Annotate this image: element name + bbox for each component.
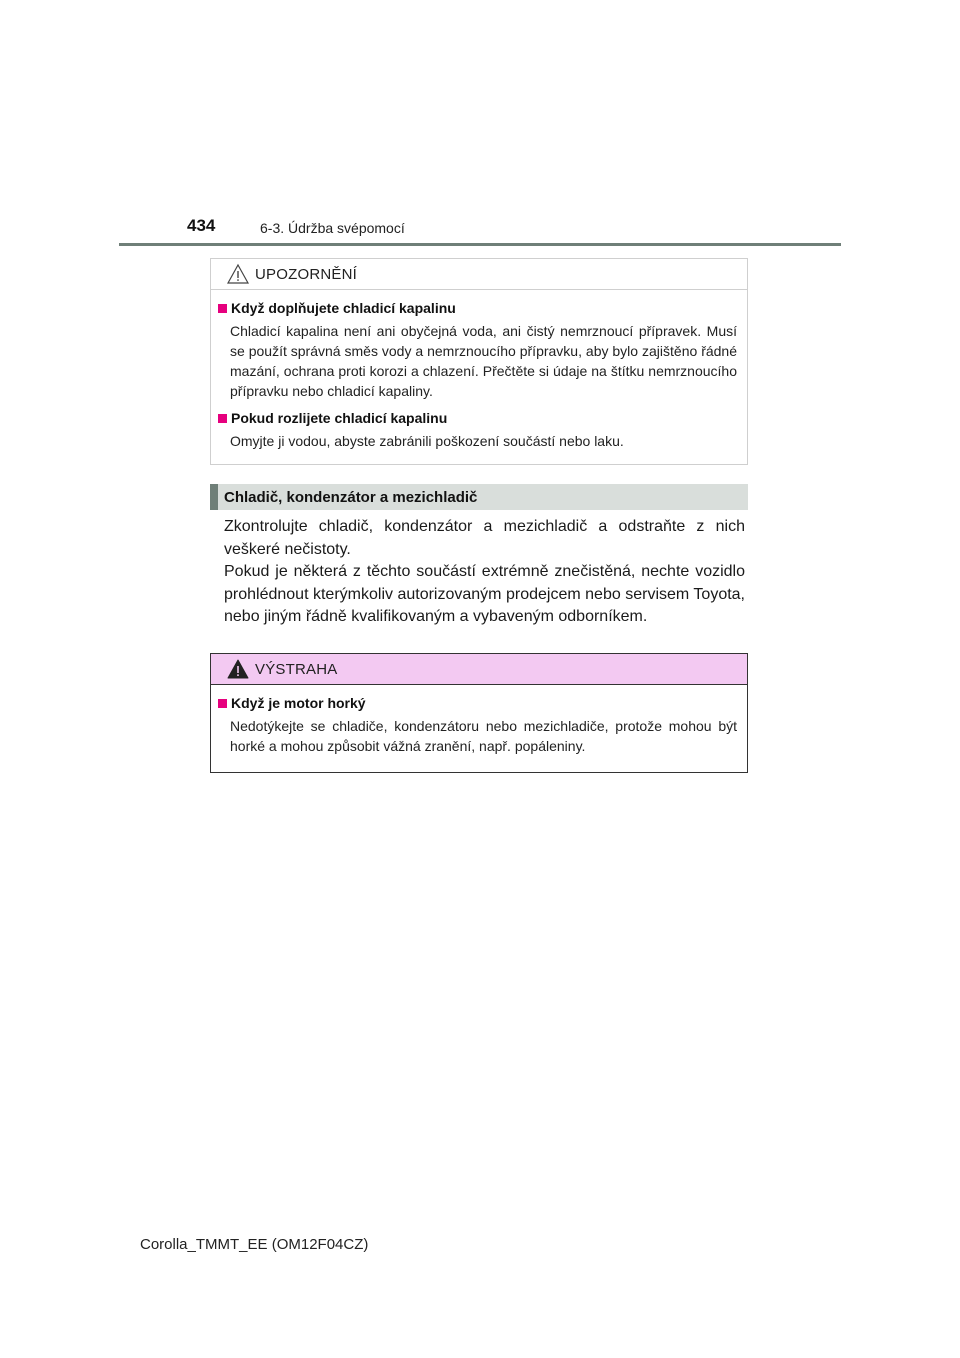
- caution-title: UPOZORNĚNÍ: [255, 265, 358, 283]
- warning-title: VÝSTRAHA: [255, 660, 338, 678]
- warning-item-heading-text: Když je motor horký: [231, 695, 366, 711]
- warning-item-text: Nedotýkejte se chladiče, kondenzátoru nebo mezichladiče, protože mohou být horké a mohou způsobit vážná zranění, např. popáleniny.: [230, 718, 737, 754]
- caution-item: [218, 410, 737, 451]
- caution-item-text: Chladicí kapalina není ani obyčejná voda, ani čistý nemrznoucí přípravek. Musí se použít správná směs vody a nemrznoucího přípravku, aby bylo zajištěno řádné mazání, ochrana proti korozi a chlazení. Přečtěte si údaje na štítku nemrznoucího přípravku nebo chladicí kapaliny.: [230, 323, 737, 399]
- caution-header: [211, 259, 747, 290]
- caution-body: [211, 290, 747, 451]
- header-rule: [119, 243, 841, 246]
- bullet-square-icon: [218, 414, 227, 423]
- section-label: 6-3. Údržba svépomocí: [260, 220, 405, 236]
- footer-doc-id: Corolla_TMMT_EE (OM12F04CZ): [140, 1236, 369, 1253]
- warning-header: [211, 654, 747, 685]
- caution-item-heading-text: Pokud rozlijete chladicí kapalinu: [231, 410, 448, 426]
- bullet-square-icon: [218, 304, 227, 313]
- warning-item: [218, 695, 737, 756]
- warning-box: [210, 653, 748, 773]
- caution-box: [210, 258, 748, 465]
- caution-triangle-outline-icon: [227, 263, 249, 285]
- caution-item-heading: [218, 300, 737, 316]
- bullet-square-icon: [218, 699, 227, 708]
- section-heading: Chladič, kondenzátor a mezichladič: [210, 484, 748, 510]
- caution-item: [218, 300, 737, 401]
- caution-item-text: Omyjte ji vodou, abyste zabránili poškození součástí nebo laku.: [230, 433, 624, 449]
- section-body: [224, 516, 745, 629]
- warning-triangle-filled-icon: [227, 658, 249, 680]
- page-number: 434: [187, 216, 216, 235]
- caution-item-heading: [218, 410, 737, 426]
- warning-body: [211, 685, 747, 756]
- warning-item-heading: [218, 695, 737, 711]
- body-paragraph: Zkontrolujte chladič, kondenzátor a mezichladič a odstraňte z nich veškeré nečistoty.: [224, 518, 745, 558]
- caution-item-heading-text: Když doplňujete chladicí kapalinu: [231, 300, 456, 316]
- body-paragraph: Pokud je některá z těchto součástí extrémně znečistěná, nechte vozidlo prohlédnout kterýmkoliv autorizovaným prodejcem nebo servisem Toyota, nebo jiným řádně kvalifikovaným a vybaveným odborníkem.: [224, 563, 745, 625]
